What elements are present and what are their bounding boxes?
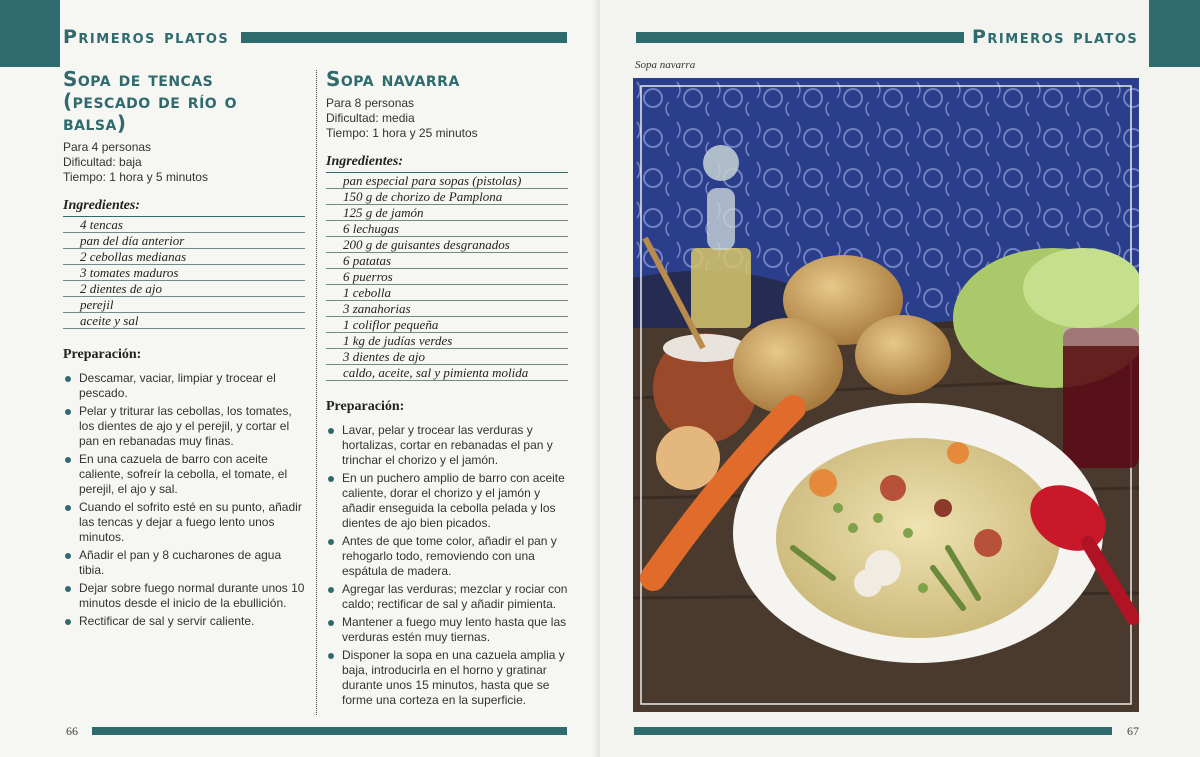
ingredient-item: 3 zanahorias — [326, 301, 568, 317]
left-header-bar — [241, 32, 567, 43]
ingredients-list — [326, 172, 568, 381]
time: Tiempo: 1 hora y 5 minutos — [63, 170, 208, 184]
bullet-icon — [65, 586, 71, 592]
ingredient-item: 3 tomates maduros — [63, 265, 305, 281]
left-header-title: Primeros platos — [63, 26, 230, 48]
step-item: En una cazuela de barro con aceite caliente, sofreír la cebolla, el tomate, el perejil, el ajo y sal. — [63, 452, 305, 497]
right-footer-bar — [634, 727, 1112, 735]
recipe-sopa-navarra — [326, 68, 568, 711]
bullet-icon — [328, 587, 334, 593]
preparation-steps — [63, 371, 305, 629]
ingredient-item: pan especial para sopas (pistolas) — [326, 173, 568, 189]
step-item: Disponer la sopa en una cazuela amplia y baja, introducirla en el horno y gratinar durante unos 15 minutos, hasta que se forme una corteza en la superficie. — [326, 648, 568, 708]
ingredients-title: Ingredientes: — [63, 198, 140, 213]
ingredient-item: perejil — [63, 297, 305, 313]
section-tab-left — [0, 0, 60, 67]
ingredient-item: 4 tencas — [63, 217, 305, 233]
ingredient-item: 1 coliflor pequeña — [326, 317, 568, 333]
preparation-steps — [326, 423, 568, 708]
recipe-title: Sopa navarra — [326, 67, 460, 91]
ingredients-list — [63, 216, 305, 329]
bullet-icon — [328, 539, 334, 545]
step-item: Lavar, pelar y trocear las verduras y hortalizas, cortar en rebanadas el pan y trinchar el chorizo y el jamón. — [326, 423, 568, 468]
time: Tiempo: 1 hora y 25 minutos — [326, 126, 478, 140]
bullet-icon — [328, 653, 334, 659]
preparation-title: Preparación: — [63, 347, 142, 362]
recipe-sopa-de-tencas — [63, 68, 305, 632]
ingredient-item: 150 g de chorizo de Pamplona — [326, 189, 568, 205]
ingredient-item: caldo, aceite, sal y pimienta molida — [326, 365, 568, 381]
step-item: Rectificar de sal y servir caliente. — [63, 614, 305, 629]
recipe-title: Sopa de tencas (pescado de río o balsa) — [63, 67, 238, 135]
step-item: En un puchero amplio de barro con aceite caliente, dorar el chorizo y el jamón y añadir enseguida la cebolla pelada y los dientes de ajo bien picados. — [326, 471, 568, 531]
ingredient-item: 200 g de guisantes desgranados — [326, 237, 568, 253]
right-header-title: Primeros platos — [972, 26, 1139, 48]
bullet-icon — [65, 409, 71, 415]
difficulty: Dificultad: baja — [63, 155, 142, 169]
step-item: Cuando el sofrito esté en su punto, añadir las tencas y dejar a fuego lento unos minutos. — [63, 500, 305, 545]
ingredient-item: 6 patatas — [326, 253, 568, 269]
bullet-icon — [65, 619, 71, 625]
right-page — [600, 0, 1200, 757]
section-tab-right — [1149, 0, 1200, 67]
page-number-left: 66 — [66, 724, 78, 738]
ingredient-item: 6 lechugas — [326, 221, 568, 237]
servings: Para 4 personas — [63, 140, 152, 154]
ingredient-item: pan del día anterior — [63, 233, 305, 249]
soup-photo — [633, 78, 1139, 712]
left-footer-bar — [92, 727, 567, 735]
ingredient-item: 2 dientes de ajo — [63, 281, 305, 297]
servings: Para 8 personas — [326, 96, 415, 110]
ingredient-item: 3 dientes de ajo — [326, 349, 568, 365]
right-header-bar — [636, 32, 964, 43]
step-item: Antes de que tome color, añadir el pan y rehogarlo todo, removiendo con una espátula de madera. — [326, 534, 568, 579]
bullet-icon — [65, 505, 71, 511]
ingredient-item: 125 g de jamón — [326, 205, 568, 221]
ingredient-item: 2 cebollas medianas — [63, 249, 305, 265]
column-divider — [316, 70, 317, 715]
difficulty: Dificultad: media — [326, 111, 415, 125]
bullet-icon — [328, 428, 334, 434]
step-item: Mantener a fuego muy lento hasta que las verduras estén muy tiernas. — [326, 615, 568, 645]
bullet-icon — [328, 476, 334, 482]
ingredients-title: Ingredientes: — [326, 154, 403, 169]
step-item: Pelar y triturar las cebollas, los tomates, los dientes de ajo y el perejil, y cortar el pan en rebanadas muy finas. — [63, 404, 305, 449]
preparation-title: Preparación: — [326, 399, 405, 414]
ingredient-item: aceite y sal — [63, 313, 305, 329]
bullet-icon — [65, 376, 71, 382]
ingredient-item: 1 kg de judías verdes — [326, 333, 568, 349]
step-item: Descamar, vaciar, limpiar y trocear el pescado. — [63, 371, 305, 401]
ingredient-item: 1 cebolla — [326, 285, 568, 301]
step-item: Añadir el pan y 8 cucharones de agua tibia. — [63, 548, 305, 578]
bullet-icon — [65, 457, 71, 463]
bullet-icon — [328, 620, 334, 626]
ingredient-item: 6 puerros — [326, 269, 568, 285]
soup-photo-illustration — [633, 78, 1139, 712]
step-item: Dejar sobre fuego normal durante unos 10 minutos desde el inicio de la ebullición. — [63, 581, 305, 611]
bullet-icon — [65, 553, 71, 559]
photo-caption: Sopa navarra — [635, 59, 696, 71]
step-item: Agregar las verduras; mezclar y rociar con caldo; rectificar de sal y añadir pimienta. — [326, 582, 568, 612]
page-number-right: 67 — [1127, 724, 1139, 738]
